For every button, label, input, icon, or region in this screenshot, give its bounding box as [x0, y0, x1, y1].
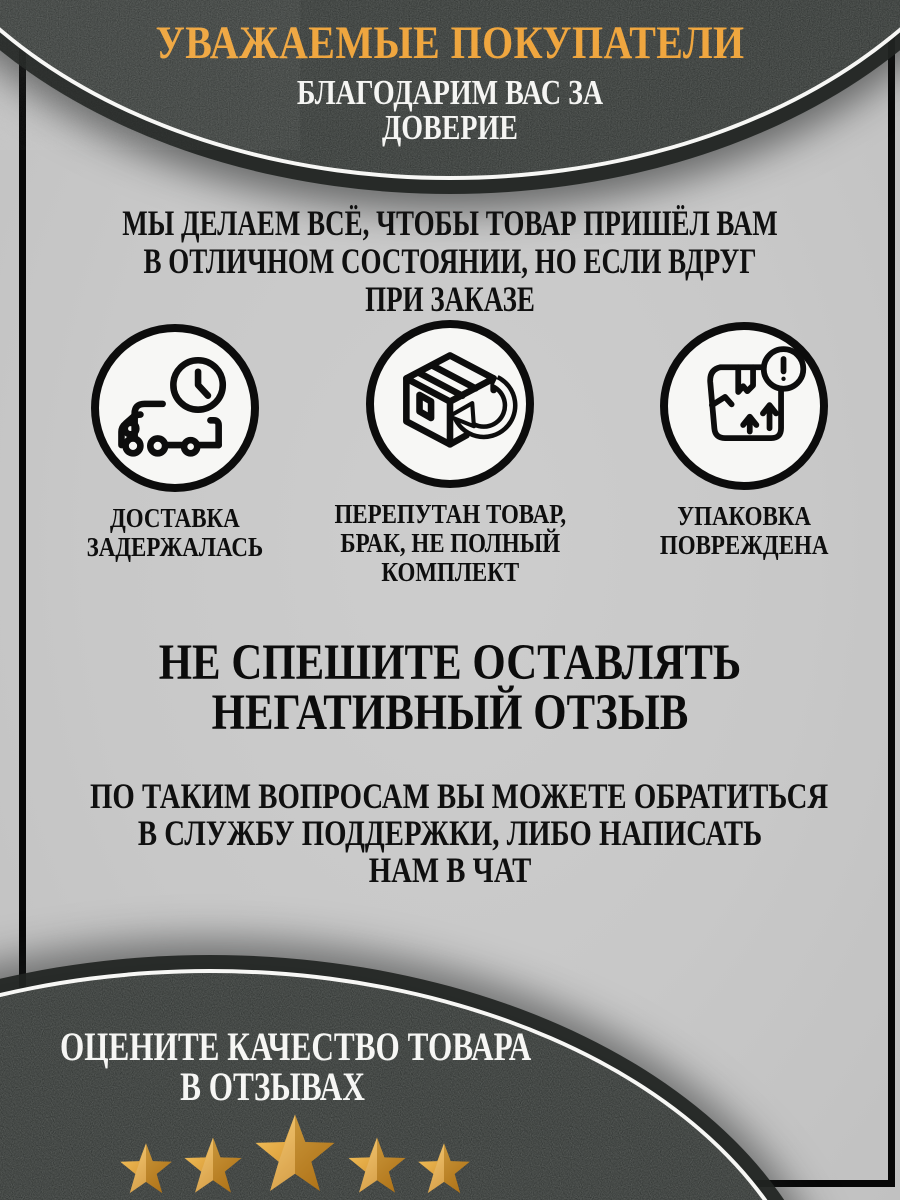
intro-text: МЫ ДЕЛАЕМ ВСЁ, ЧТОБЫ ТОВАР ПРИШЁЛ ВАМ В ОТЛИЧНОМ СОСТОЯНИИ, НО ЕСЛИ ВДРУГ ПРИ ЗАКАЗЕ [122, 203, 778, 319]
reason-damaged-packaging [594, 322, 894, 560]
star-icon [182, 1135, 244, 1197]
box-return-arrow-icon [366, 320, 534, 488]
damaged-package-warning-icon [660, 322, 828, 490]
star-icon [118, 1141, 174, 1197]
page-title-text: УВАЖАЕМЫЕ ПОКУПАТЕЛИ [155, 17, 745, 69]
delivery-truck-clock-icon [91, 324, 259, 492]
star-icon [346, 1135, 408, 1197]
page-title [68, 18, 833, 68]
support-text: ПО ТАКИМ ВОПРОСАМ ВЫ МОЖЕТЕ ОБРАТИТЬСЯ В СЛУЖБУ ПОДДЕРЖКИ, ЛИБО НАПИСАТЬ НАМ В ЧАТ [90, 776, 829, 890]
rating-stars [118, 1103, 472, 1197]
warning-heading: НЕ СПЕШИТЕ ОСТАВЛЯТЬ НЕГАТИВНЫЙ ОТЗЫВ [158, 635, 742, 741]
reason-label: УПАКОВКА ПОВРЕЖДЕНА [659, 501, 829, 560]
star-icon [416, 1141, 472, 1197]
reason-label: ДОСТАВКА ЗАДЕРЖАЛАСЬ [86, 503, 264, 562]
star-icon [252, 1111, 338, 1197]
rating-prompt: ОЦЕНИТЕ КАЧЕСТВО ТОВАРА В ОТЗЫВАХ [59, 1024, 532, 1109]
reason-label: ПЕРЕПУТАН ТОВАР, БРАК, НЕ ПОЛНЫЙ КОМПЛЕКТ [334, 499, 566, 587]
reason-delivery-delayed [25, 324, 325, 562]
page-subtitle: БЛАГОДАРИМ ВАС ЗА ДОВЕРИЕ [296, 73, 604, 147]
reason-wrong-item [300, 320, 600, 587]
